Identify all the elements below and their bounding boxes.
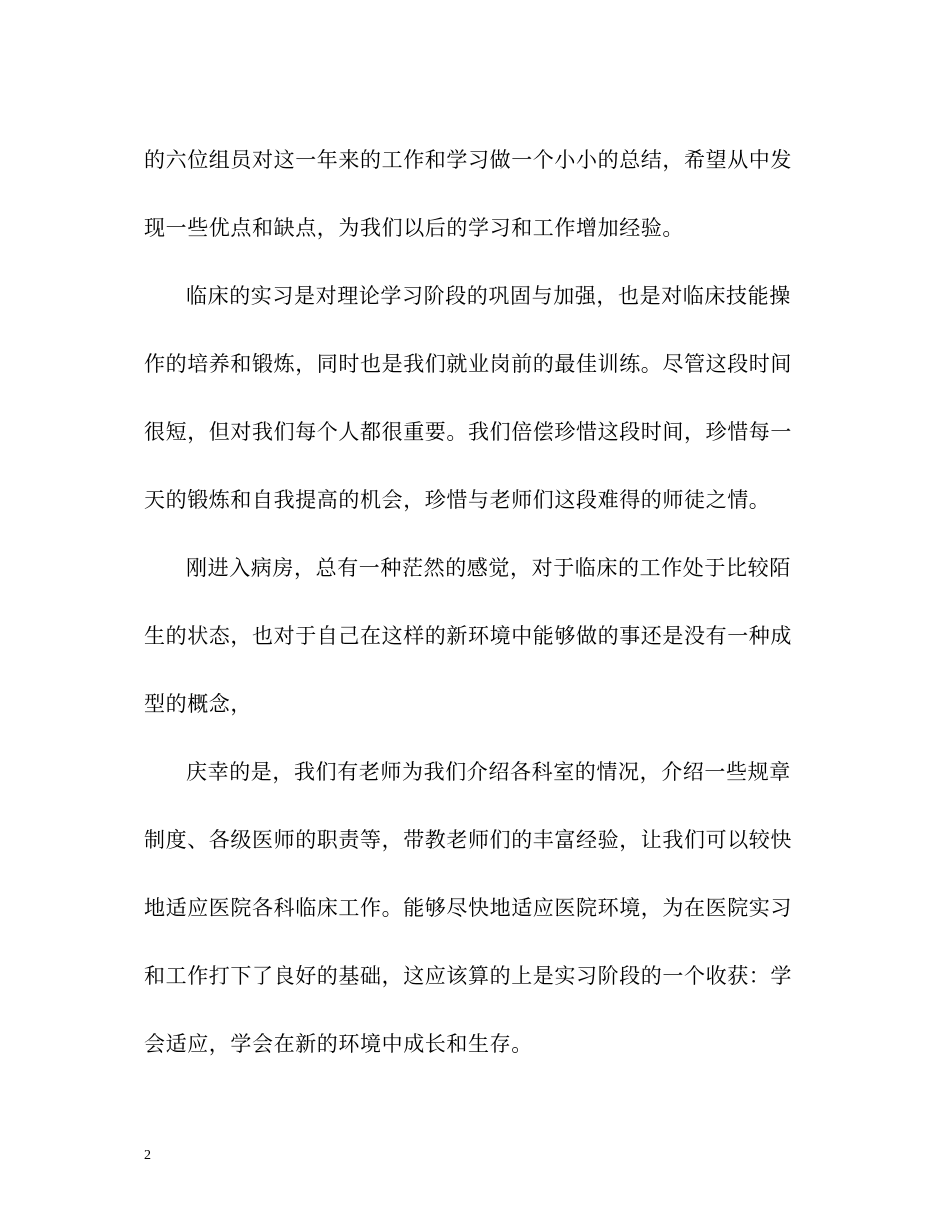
text-line: 很短，但对我们每个人都很重要。我们倍偿珍惜这段时间，珍惜每一	[144, 420, 792, 444]
text-line: 制度、各级医师的职责等，带教老师们的丰富经验，让我们可以较快	[144, 828, 792, 852]
page-number: 2	[144, 1148, 151, 1163]
text-line: 现一些优点和缺点，为我们以后的学习和工作增加经验。	[144, 216, 684, 240]
text-line: 作的培养和锻炼，同时也是我们就业岗前的最佳训练。尽管这段时间	[144, 352, 792, 376]
paragraph-start-line: 刚进入病房，总有一种茫然的感觉，对于临床的工作处于比较陌	[186, 556, 791, 580]
text-line: 的六位组员对这一年来的工作和学习做一个小小的总结，希望从中发	[144, 148, 792, 172]
paragraph-start-line: 庆幸的是，我们有老师为我们介绍各科室的情况，介绍一些规章	[186, 760, 791, 784]
text-line: 和工作打下了良好的基础，这应该算的上是实习阶段的一个收获：学	[144, 964, 792, 988]
text-line: 地适应医院各科临床工作。能够尽快地适应医院环境，为在医院实习	[144, 896, 792, 920]
text-line: 生的状态，也对于自己在这样的新环境中能够做的事还是没有一种成	[144, 624, 792, 648]
text-line: 天的锻炼和自我提高的机会，珍惜与老师们这段难得的师徒之情。	[144, 488, 771, 512]
text-line: 型的概念，	[144, 692, 252, 716]
paragraph-start-line: 临床的实习是对理论学习阶段的巩固与加强，也是对临床技能操	[186, 284, 791, 308]
text-line: 会适应，学会在新的环境中成长和生存。	[144, 1032, 533, 1056]
